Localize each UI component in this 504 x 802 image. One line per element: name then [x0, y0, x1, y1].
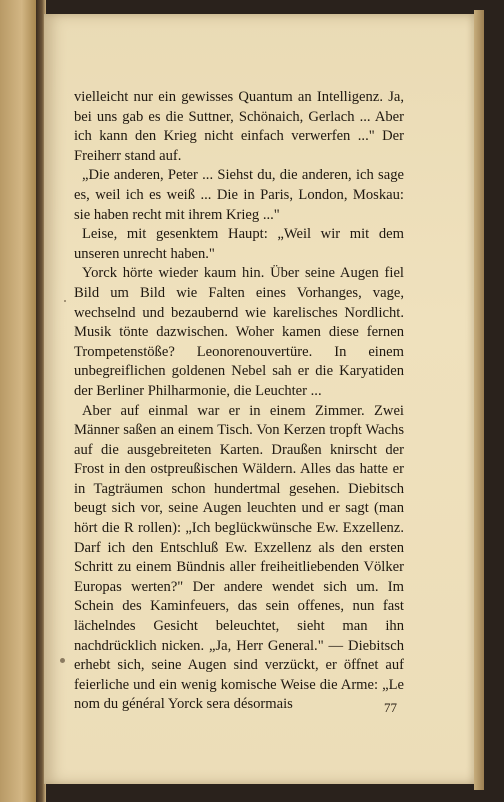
paragraph: Leise, mit gesenktem Haupt: „Weil wir mit dem unseren unrecht haben." — [74, 226, 404, 262]
page-text — [74, 88, 404, 715]
paragraph: „Die anderen, Peter ... Siehst du, die anderen, ich sage es, weil ich es weiß ... Die in Paris, London, Moskau: sie haben recht mit ihrem Krieg ..." — [74, 167, 404, 223]
page-number: 77 — [384, 700, 397, 715]
paragraph: vielleicht nur ein gewisses Quantum an Intelligenz. Ja, bei uns gab es die Suttner, Schönaich, Gerlach ... Aber ich kann den Krieg nicht einfach verwerfen ..." Der Freiherr stand auf. — [74, 89, 404, 164]
paragraph: Aber auf einmal war er in einem Zimmer. Zwei Männer saßen an einem Tisch. Von Kerzen tropft Wachs auf die ausgebreiteten Karten. Draußen knirscht der Frost in den ostpreußischen Wäldern. Alles das hatte er in Tagträumen schon hundertmal gesehen. Diebitsch beugt sich vor, seine Augen leuchten und er sagt (man hört die R rollen): „Ich beglückwünsche Ew. Exzellenz. Darf ich den Entschluß Ew. Exzellenz als den ersten Schritt zu einem Bündnis aller freiheitliebenden Völker Europas werten?" Der andere wendet sich um. Im Schein des Kaminfeuers, das sein offenes, nun fast lächelndes Gesicht beleuchtet, sieht man ihn nachdrücklich nicken. „Ja, Herr General." — Diebitsch erhebt sich, seine Augen sind verzückt, er öffnet auf feierliche und ein wenig komische Weise die Arme: „Le nom du général Yorck sera désormais — [74, 402, 404, 713]
paper-speck — [60, 658, 65, 663]
left-page-edge — [0, 0, 36, 802]
paper-speck — [64, 300, 66, 302]
page-stack-edge — [474, 10, 484, 790]
paragraph: Yorck hörte wieder kaum hin. Über seine Augen fiel Bild um Bild wie Falten eines Vorhanges, vage, wechselnd und bezaubernd wie karelisches Nordlicht. Musik tönte dazwischen. Woher kamen diese fernen Trompetenstöße? Leonorenouvertüre. In einem unbegreiflichen goldenen Nebel sah er die Karyatiden der Berliner Philharmonie, die Leuchter ... — [74, 265, 404, 399]
